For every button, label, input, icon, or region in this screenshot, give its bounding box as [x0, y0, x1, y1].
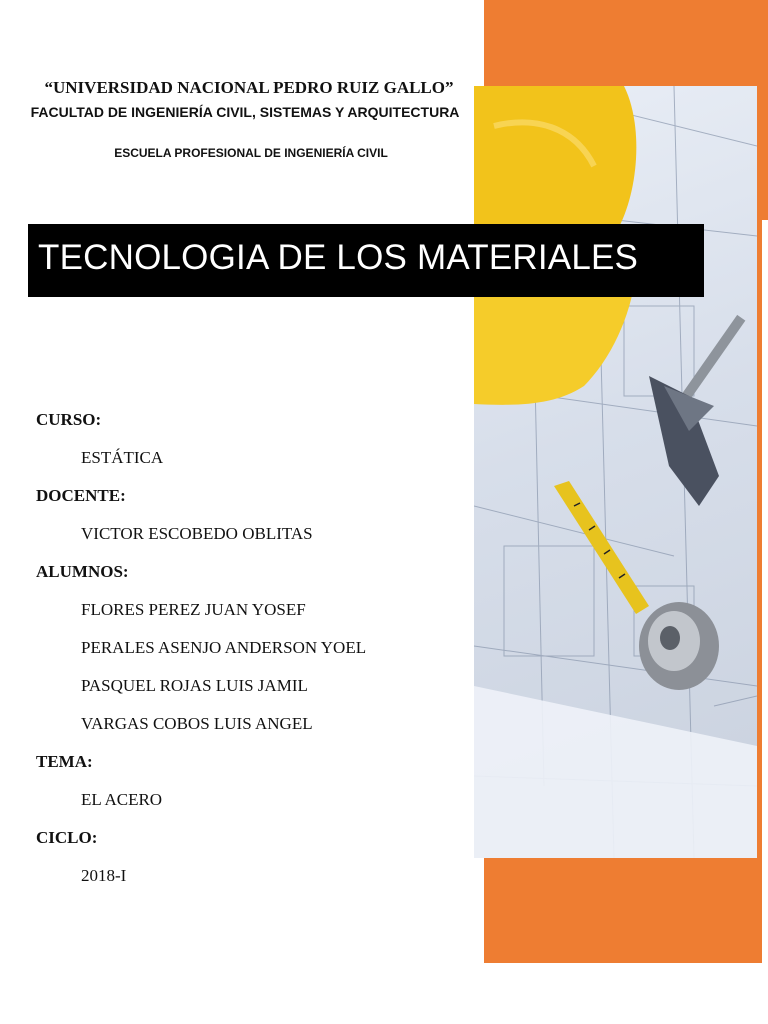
document-title: TECNOLOGIA DE LOS MATERIALES [38, 238, 639, 277]
docente-value: VICTOR ESCOBEDO OBLITAS [81, 524, 313, 543]
faculty-name: FACULTAD DE INGENIERÍA CIVIL, SISTEMAS Y ARQUITECTURA [30, 104, 460, 120]
alumno-item: FLORES PEREZ JUAN YOSEF [81, 600, 306, 619]
accent-bar-notch [762, 220, 768, 963]
school-name: ESCUELA PROFESIONAL DE INGENIERÍA CIVIL [114, 146, 388, 160]
cover-info [36, 406, 476, 900]
cover-photo [474, 86, 757, 858]
alumno-item: PERALES ASENJO ANDERSON YOEL [81, 638, 367, 657]
docente-label: DOCENTE: [36, 486, 126, 505]
ciclo-label: CICLO: [36, 828, 98, 847]
university-name: “UNIVERSIDAD NACIONAL PEDRO RUIZ GALLO” [44, 78, 454, 97]
alumno-item: VARGAS COBOS LUIS ANGEL [81, 714, 313, 733]
tema-value: EL ACERO [81, 790, 163, 809]
curso-value: ESTÁTICA [81, 448, 164, 467]
ciclo-value: 2018-I [81, 866, 127, 885]
alumnos-label: ALUMNOS: [36, 562, 129, 581]
tema-label: TEMA: [36, 752, 93, 771]
curso-label: CURSO: [36, 410, 102, 429]
tape-measure-icon [474, 86, 757, 858]
alumno-item: PASQUEL ROJAS LUIS JAMIL [81, 676, 308, 695]
title-band [28, 224, 704, 297]
